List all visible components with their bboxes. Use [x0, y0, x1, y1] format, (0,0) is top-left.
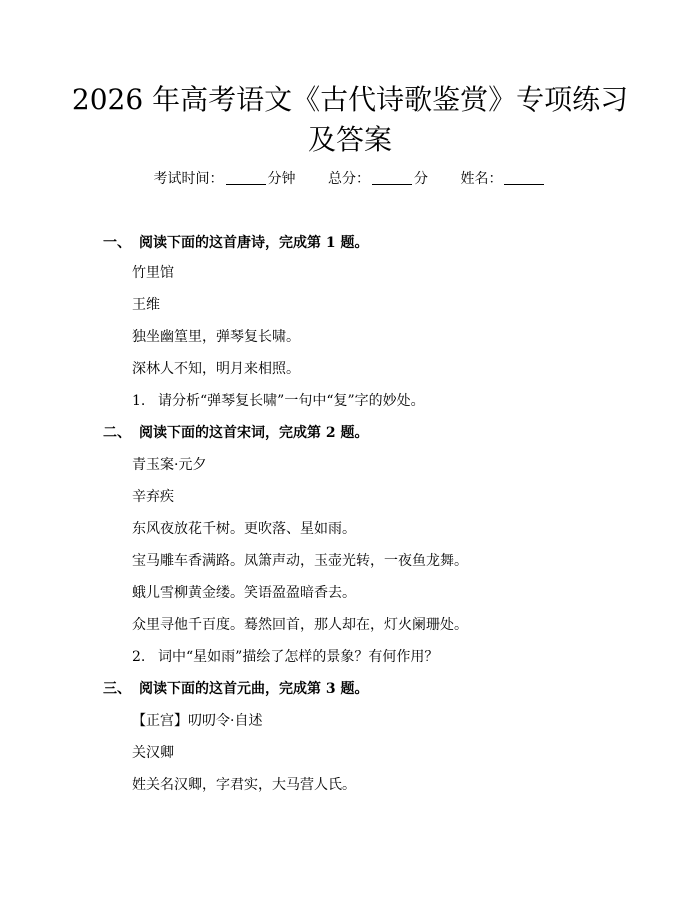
question-2-text: 词中“星如雨”描绘了怎样的景象？有何作用？: [158, 649, 439, 665]
poem-2-line: 蛾儿雪柳黄金缕。笑语盈盈暗香去。: [132, 585, 356, 601]
exam-name: [460, 168, 546, 188]
section-2-heading-text: 阅读下面的这首宋词，完成第 2 题。: [139, 425, 369, 441]
exam-name-blank[interactable]: [504, 170, 544, 185]
exam-time-label: 考试时间：: [153, 171, 224, 187]
section-3-heading-text: 阅读下面的这首元曲，完成第 3 题。: [139, 681, 369, 697]
poem-2-title: 青玉案·元夕: [132, 457, 207, 473]
document-title: [60, 80, 640, 160]
poem-1-title: 竹里馆: [132, 265, 174, 281]
exam-score: [328, 168, 428, 188]
section-2-number: 二、: [103, 425, 131, 441]
poem-1-author: 王维: [132, 297, 160, 313]
poem-1-line: 深林人不知，明月来相照。: [132, 361, 300, 377]
poem-2-line: 东风夜放花千树。更吹落、星如雨。: [132, 521, 356, 537]
section-1-heading: [103, 232, 369, 252]
section-3-number: 三、: [103, 681, 131, 697]
poem-3-line: 姓关名汉卿，字君实，大马营人氏。: [132, 777, 356, 793]
poem-1-line: 独坐幽篁里，弹琴复长啸。: [132, 329, 300, 345]
question-1-text: 请分析“弹琴复长啸”一句中“复”字的妙处。: [158, 393, 425, 409]
poem-2-author: 辛弃疾: [132, 489, 174, 505]
title-line-1: 2026 年高考语文《古代诗歌鉴赏》专项练习: [71, 83, 629, 116]
question-2-number: 2.: [132, 649, 146, 665]
exam-info: [0, 168, 700, 188]
exam-score-label: 总分：: [328, 171, 370, 187]
exam-time: [154, 168, 296, 188]
title-line-2: 及答案: [307, 123, 392, 156]
exam-time-unit: 分钟: [267, 171, 296, 187]
poem-3-author: 关汉卿: [132, 745, 174, 761]
section-3-heading: [103, 678, 369, 698]
poem-2-line: 众里寻他千百度。蓦然回首，那人却在，灯火阑珊处。: [132, 617, 468, 633]
poem-3-title: 【正宫】叨叨令·自述: [132, 713, 263, 729]
exam-score-blank[interactable]: [372, 170, 412, 185]
question-2: [132, 646, 438, 666]
section-1-heading-text: 阅读下面的这首唐诗，完成第 1 题。: [139, 235, 369, 251]
poem-2-line: 宝马雕车香满路。凤箫声动，玉壶光转，一夜鱼龙舞。: [132, 553, 468, 569]
question-1-number: 1.: [132, 393, 146, 409]
section-2-heading: [103, 422, 369, 442]
section-1-number: 一、: [103, 235, 131, 251]
exam-name-label: 姓名：: [460, 171, 503, 187]
question-1: [132, 390, 425, 410]
exam-time-blank[interactable]: [226, 170, 266, 185]
exam-score-unit: 分: [414, 171, 428, 187]
